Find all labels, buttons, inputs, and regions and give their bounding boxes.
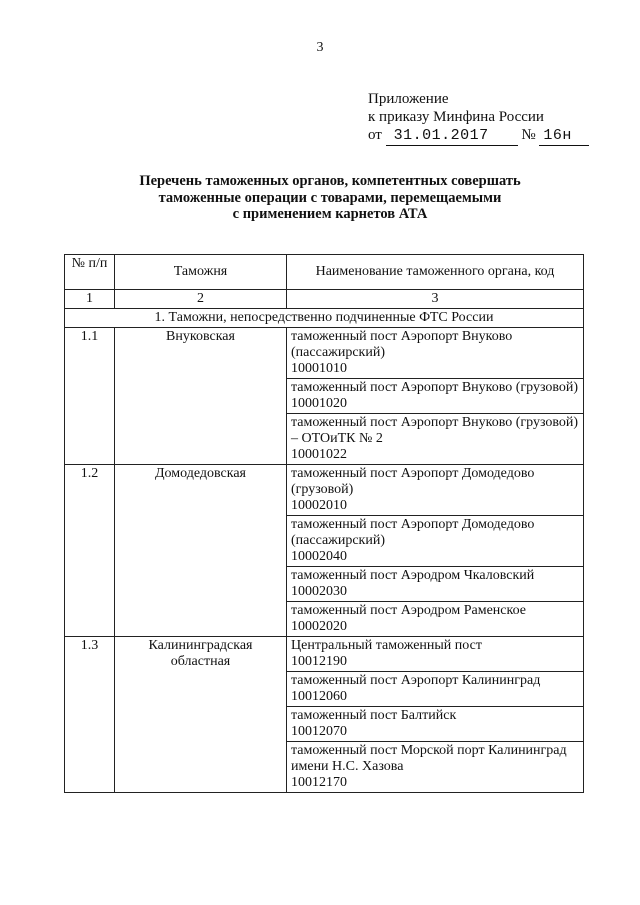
order-date: 31.01.2017 (386, 127, 518, 146)
order-number: 16н (539, 127, 589, 146)
post-name: Центральный таможенный пост (291, 638, 482, 653)
header-authority: Наименование таможенного органа, код (287, 255, 584, 290)
post-code: 10012060 (291, 689, 347, 704)
post-code: 10002020 (291, 619, 347, 634)
date-prefix: от (368, 127, 382, 143)
post-name: таможенный пост Балтийск (291, 708, 457, 723)
number-prefix: № (521, 127, 536, 143)
appendix-block (368, 90, 608, 146)
post-cell (287, 465, 584, 516)
post-code: 10002010 (291, 498, 347, 513)
customs-name: Домодедовская (115, 465, 287, 637)
post-code: 10001020 (291, 396, 347, 411)
post-name: таможенный пост Аэропорт Калининград (291, 673, 541, 688)
post-cell (287, 742, 584, 793)
post-name: таможенный пост Аэропорт Домодедово (пассажирский) (291, 517, 535, 548)
post-name: таможенный пост Аэропорт Домодедово (грузовой) (291, 466, 535, 497)
post-name: таможенный пост Аэропорт Внуково (грузовой) – ОТОиТК № 2 (291, 415, 579, 446)
post-name: таможенный пост Аэродром Чкаловский (291, 568, 535, 583)
row-number: 1.3 (65, 637, 115, 793)
section-title: 1. Таможни, непосредственно подчиненные ФТС России (65, 309, 584, 328)
title-line-3: с применением карнетов АТА (232, 206, 428, 222)
header-customs: Таможня (115, 255, 287, 290)
table-header-row (65, 255, 584, 290)
table-row (65, 465, 584, 516)
post-cell (287, 379, 584, 414)
post-code: 10001022 (291, 447, 347, 462)
header-number: № п/п (65, 255, 115, 290)
post-name: таможенный пост Аэропорт Внуково (пассажирский) (291, 329, 513, 360)
column-number-2: 2 (115, 290, 287, 309)
customs-table (64, 254, 584, 793)
post-code: 10001010 (291, 361, 347, 376)
customs-name: Калининградская областная (115, 637, 287, 793)
row-number: 1.2 (65, 465, 115, 637)
appendix-title: Приложение (368, 91, 449, 107)
page-number: 3 (316, 40, 324, 55)
post-cell (287, 672, 584, 707)
post-code: 10002030 (291, 584, 347, 599)
post-cell (287, 516, 584, 567)
title-line-1: Перечень таможенных органов, компетентных совершать (139, 173, 521, 189)
post-cell (287, 602, 584, 637)
appendix-date-line (368, 126, 608, 146)
post-cell (287, 567, 584, 602)
post-code: 10012070 (291, 724, 347, 739)
post-cell (287, 328, 584, 379)
post-cell (287, 637, 584, 672)
appendix-order-ref: к приказу Минфина России (368, 109, 544, 125)
table-row (65, 637, 584, 672)
title-line-2: таможенные операции с товарами, перемещаемыми (158, 189, 502, 206)
row-number: 1.1 (65, 328, 115, 465)
post-name: таможенный пост Аэропорт Внуково (грузовой) (291, 380, 579, 395)
section-row (65, 309, 584, 328)
post-name: таможенный пост Аэродром Раменское (291, 603, 526, 618)
document-title (120, 173, 540, 223)
post-cell (287, 707, 584, 742)
column-numbers-row (65, 290, 584, 309)
post-cell (287, 414, 584, 465)
post-code: 10012170 (291, 775, 347, 790)
post-code: 10012190 (291, 654, 347, 669)
column-number-3: 3 (287, 290, 584, 309)
column-number-1: 1 (65, 290, 115, 309)
table-row (65, 328, 584, 379)
post-code: 10002040 (291, 549, 347, 564)
post-name: таможенный пост Морской порт Калининград имени Н.С. Хазова (291, 743, 567, 774)
customs-name: Внуковская (115, 328, 287, 465)
